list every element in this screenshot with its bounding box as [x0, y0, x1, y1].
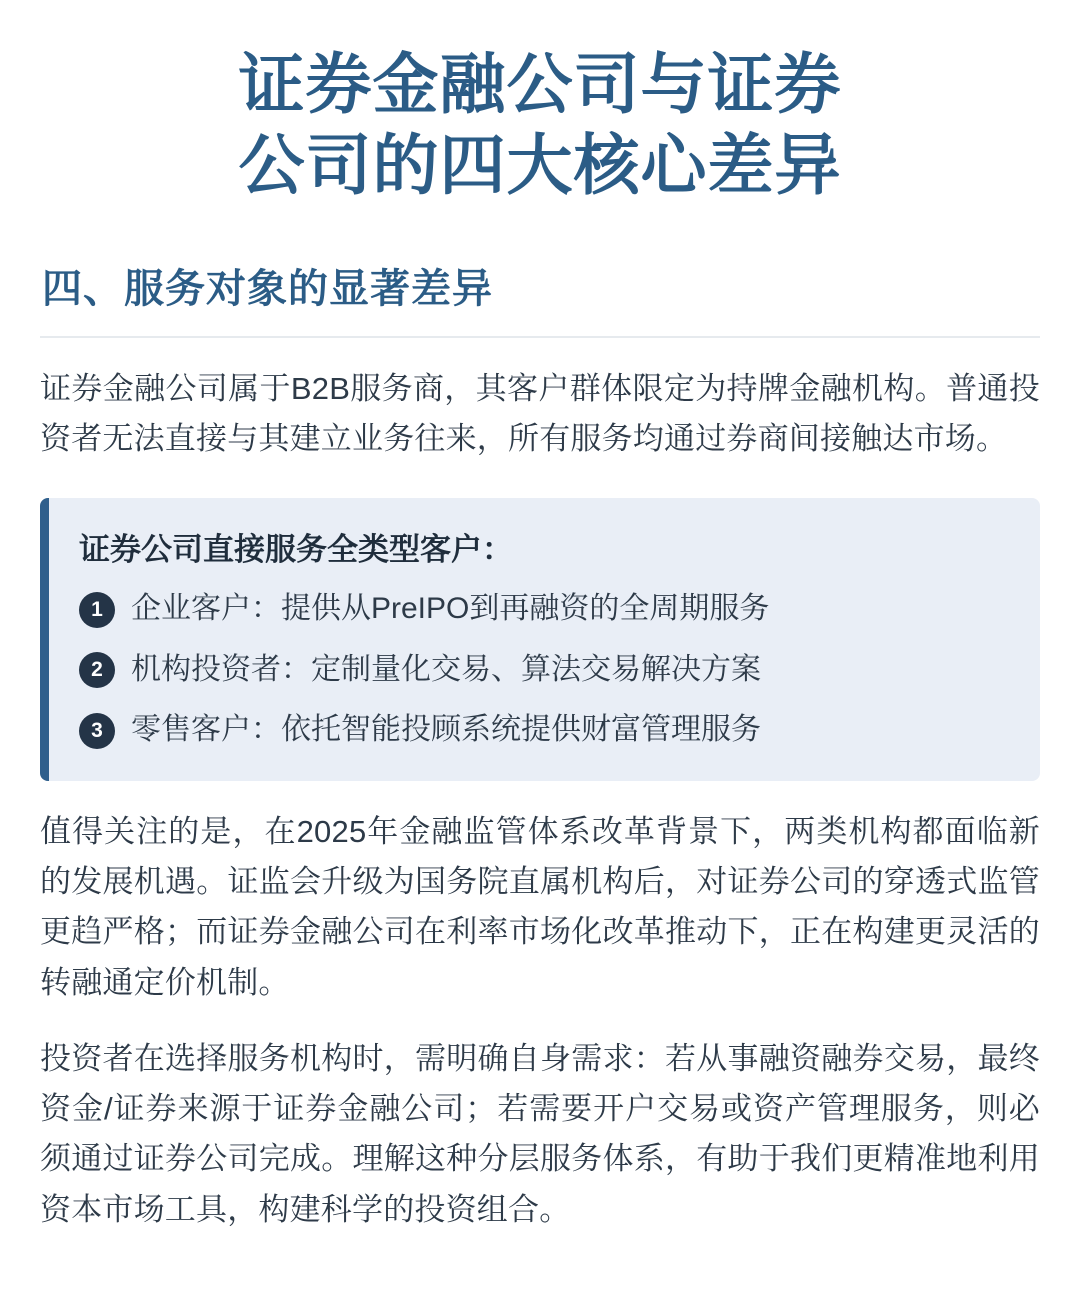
list-item	[79, 650, 1010, 691]
list-item-label: 零售客户：依托智能投顾系统提供财富管理服务	[131, 713, 761, 747]
number-badge-icon: 2	[79, 652, 115, 688]
heading-divider	[40, 336, 1040, 338]
callout-box	[40, 498, 1040, 781]
number-badge-icon: 1	[79, 592, 115, 628]
list-item-label: 机构投资者：定制量化交易、算法交易解决方案	[131, 652, 761, 686]
callout-title: 证券公司直接服务全类型客户：	[79, 532, 513, 568]
paragraph-regulation: 值得关注的是，在2025年金融监管体系改革背景下，两类机构都面临新的发展机遇。证监会升级为国务院直属机构后，对证券公司的穿透式监管更趋严格；而证券金融公司在利率市场化改革推动下，正在构建更灵活的转融通定价机制。	[40, 813, 1040, 1000]
bottom-spacer	[40, 1235, 1040, 1255]
page-title-line-2: 公司的四大核心差异	[238, 127, 842, 202]
list-item	[79, 710, 1010, 751]
number-badge-icon: 3	[79, 713, 115, 749]
list-item	[79, 589, 1010, 630]
list-item-label: 企业客户：提供从PreIPO到再融资的全周期服务	[131, 592, 770, 626]
page-title-line-1: 证券金融公司与证券	[238, 47, 842, 121]
section-heading: 四、服务对象的显著差异	[42, 267, 493, 312]
paragraph-intro: 证券金融公司属于B2B服务商，其客户群体限定为持牌金融机构。普通投资者无法直接与其建立业务往来，所有服务均通过券商间接触达市场。	[40, 371, 1040, 457]
page-title	[40, 44, 1040, 205]
callout-list	[79, 589, 1010, 751]
paragraph-advice: 投资者在选择服务机构时，需明确自身需求：若从事融资融券交易，最终资金/证券来源于证券金融公司；若需要开户交易或资产管理服务，则必须通过证券公司完成。理解这种分层服务体系，有助于我们更精准地利用资本市场工具，构建科学的投资组合。	[40, 1040, 1040, 1227]
